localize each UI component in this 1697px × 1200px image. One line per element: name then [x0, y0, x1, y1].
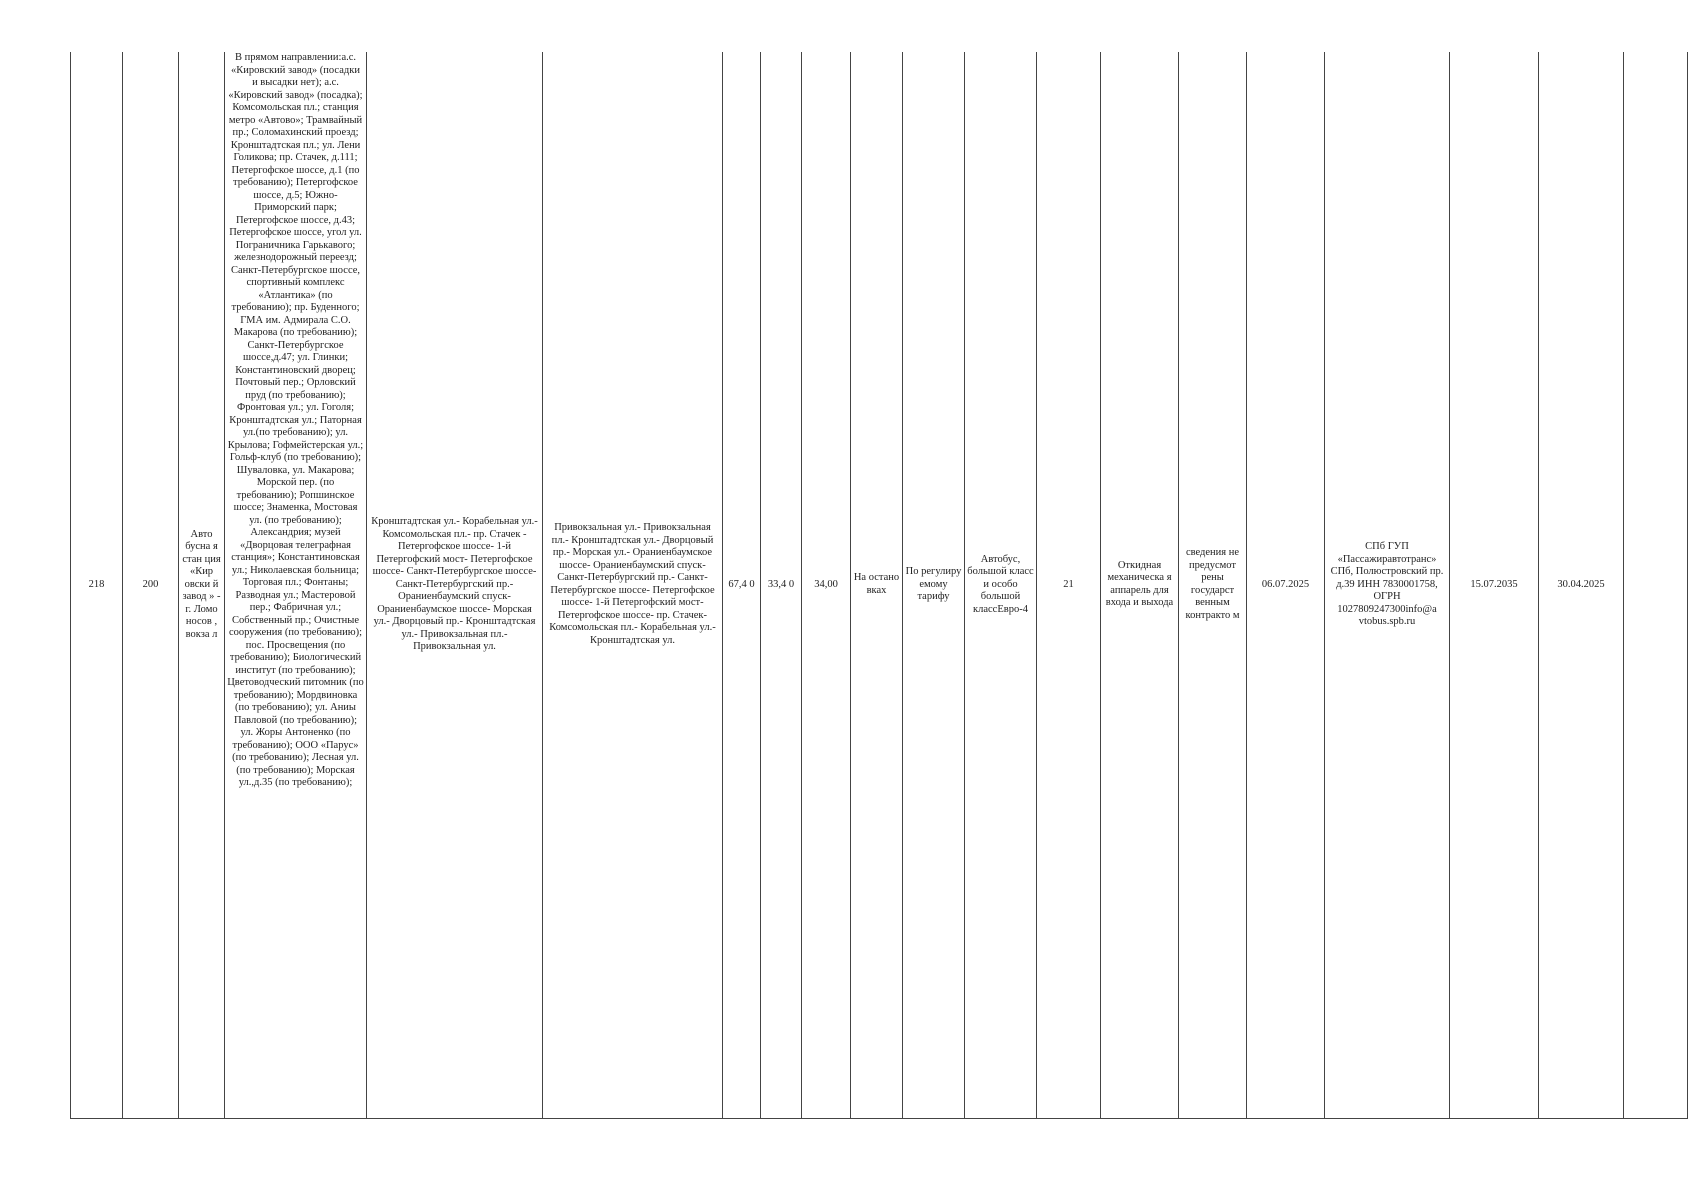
start-date: 06.07.2025: [1261, 578, 1310, 590]
streets-backward: Привокзальная ул.- Привокзальная пл.- Кронштадтская ул.- Дворцовый пр.- Морская ул.- Ораниенбаумское шоссе- Ораниенбаумский спуск- Санкт-Петербургский пр.- Санкт-Петербургское шоссе- Петергофское шоссе- 1-й Петергофский мост- Петергофское шоссе- пр. Стачек- Комсомольская пл.- Корабельная ул.- Кронштадтская ул.: [549, 522, 716, 646]
contract-info-cell: [1179, 52, 1247, 1118]
route-registry-table: [70, 52, 1688, 1119]
extra-cell: [1624, 52, 1688, 1118]
streets-forward-cell: [367, 52, 543, 1118]
stops-cell: [225, 52, 367, 1118]
stops-list: В прямом направлении:а.с. «Кировский завод» (посадки и высадки нет); а.с. «Кировский завод» (посадка); Комсомольская пл.; станция метро «Автово»; Трамвайный пр.; Соломахинский проезд; Кронштадтская пл.; ул. Лени Голикова; пр. Стачек, д.111; Петергофское шоссе, д.1 (по требованию); Петергофское шоссе, д.5; Южно-Приморский парк; Петергофское шоссе, д.43; Петергофское шоссе, угол ул. Пограничника Гарькавого; железнодорожный переезд; Санкт-Петербургское шоссе, спортивный комплекс «Атлантика» (по требованию); пр. Буденного; ГМА им. Адмирала С.О. Макарова (по требованию); Санкт-Петербургское шоссе,д.47; ул. Глинки; Константиновский дворец; Почтовый пер.; Орловский пруд (по требованию); Фронтовая ул.; ул. Гоголя; Кронштадтская ул.; Паторная ул.(по требованию); ул. Крылова; Гофмейстерская ул.; Гольф-клуб (по требованию); Шуваловка, ул. Макарова; Морской пер. (по требованию); Ропшинское шоссе; Знаменка, Мостовая ул. (по требованию); Александрия; музей «Дворцовая телеграфная станция»; Константиновская ул.; Николаевская больница; Торговая пл.; Фонтаны; Разводная ул.; Мастеровой пер.; Фабричная ул.; Собственный пр.; Очистные сооружения (по требованию); пос. Просвещения (по требованию); Биологический институт (по требованию); Цветоводческий питомник (по требованию); Мордвиновка (по требованию); ул. Аниы Павловой (по требованию); ул. Жоры Антоненко (по требованию); ООО «Парус» (по требованию); Лесная ул. (по требованию); Морская ул.,д.35 (по требованию);: [227, 52, 364, 788]
carrier: СПб ГУП «Пассажиравтотранс» СПб, Полюстровский пр. д.39 ИНН 7830001758, ОГРН 1027809247300info@a vtobus.spb.ru: [1330, 541, 1444, 627]
equipment-cell: [1101, 52, 1179, 1118]
tariff-cell: [903, 52, 965, 1118]
route-name-cell: [179, 52, 225, 1118]
route-number-cell: [123, 52, 179, 1118]
registration-number: 218: [88, 578, 105, 590]
vehicle-count: 21: [1063, 578, 1074, 590]
boarding-order: На остано вках: [853, 572, 900, 596]
registration-number-cell: [71, 52, 123, 1118]
length-total-cell: [802, 52, 851, 1118]
vehicle-type-cell: [965, 52, 1037, 1118]
length-backward-cell: [761, 52, 802, 1118]
equipment: Откидная механическа я аппарель для входа и выхода: [1105, 559, 1174, 609]
table-row: [71, 52, 1688, 1118]
length-backward: 33,4 0: [767, 578, 795, 590]
length-forward: 67,4 0: [728, 578, 755, 590]
carrier-cell: [1325, 52, 1450, 1118]
route-number: 200: [142, 578, 159, 590]
boarding-order-cell: [851, 52, 903, 1118]
decision-date: 30.04.2025: [1557, 578, 1605, 590]
vehicle-type: Автобус, большой класс и особо большой классЕвро-4: [967, 553, 1034, 615]
decision-date-cell: [1539, 52, 1624, 1118]
end-date: 15.07.2035: [1470, 578, 1518, 590]
length-total: 34,00: [814, 578, 838, 590]
length-forward-cell: [723, 52, 761, 1118]
streets-forward: Кронштадтская ул.- Корабельная ул.- Комсомольская пл.- пр. Стачек - Петергофское шоссе- 1-й Петергофский мост- Петергофское шоссе- Санкт-Петербургское шоссе- Санкт-Петербургский пр.- Ораниенбаумский спуск- Ораниенбаумское шоссе- Морская ул.- Дворцовый пр.- Кронштадтская ул.- Привокзальная пл.- Привокзальная ул.: [371, 516, 538, 652]
tariff: По регулиру емому тарифу: [905, 566, 962, 602]
route-name: Авто бусна я стан ция «Кир овски й завод » - г. Ломо носов , вокза л: [182, 528, 221, 640]
contract-info: сведения не предусмот рены государст венным контракто м: [1185, 547, 1240, 621]
start-date-cell: [1247, 52, 1325, 1118]
vehicle-count-cell: [1037, 52, 1101, 1118]
streets-backward-cell: [543, 52, 723, 1118]
end-date-cell: [1450, 52, 1539, 1118]
